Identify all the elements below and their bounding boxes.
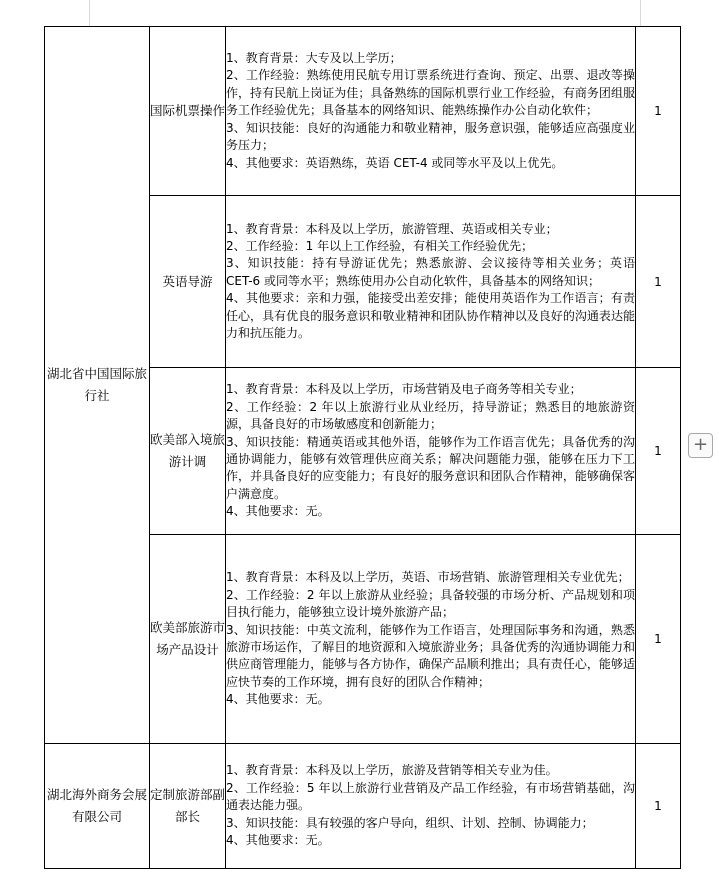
requirement-line: 3、知识技能：具有较强的客户导向，组织、计划、控制、协调能力； bbox=[226, 815, 594, 830]
organization-name: 湖北省中国国际旅行社 bbox=[46, 366, 147, 403]
requirement-line: 4、其他要求：英语熟练，英语 CET-4 或同等水平及以上优先。 bbox=[226, 155, 564, 170]
requirements-cell bbox=[226, 368, 636, 535]
position-cell bbox=[150, 368, 226, 535]
requirements-cell bbox=[226, 196, 636, 368]
requirement-line: 1、教育背景：本科及以上学历，旅游及营销等相关专业为佳。 bbox=[226, 763, 558, 778]
position-name: 欧美部入境旅游计调 bbox=[150, 432, 226, 469]
position-cell bbox=[150, 196, 226, 368]
position-name: 定制旅游部副部长 bbox=[150, 787, 226, 824]
requirement-line: 3、知识技能：良好的沟通能力和敬业精神，服务意识强，能够适应高强度业务压力； bbox=[226, 120, 635, 153]
headcount: 1 bbox=[654, 444, 662, 458]
position-cell bbox=[150, 744, 226, 869]
requirement-line: 3、知识技能：中英文流利，能够作为工作语言，处理国际事务和沟通，熟悉旅游市场运作，了解目的地资源和入境旅游业务；具备优秀的沟通协调能力和供应商管理能力，能够与各方协作，确保产品顺利推出；具有责任心，能够适应快节奏的工作环境，拥有良好的团队合作精神； bbox=[226, 622, 635, 689]
headcount-cell bbox=[636, 744, 681, 869]
headcount-cell bbox=[636, 368, 681, 535]
requirement-line: 1、教育背景：本科及以上学历，旅游管理、英语或相关专业； bbox=[226, 221, 558, 236]
organization-name: 湖北海外商务会展有限公司 bbox=[46, 787, 147, 824]
headcount-cell bbox=[636, 535, 681, 744]
headcount: 1 bbox=[654, 274, 662, 289]
requirement-line: 1、教育背景：大专及以上学历； bbox=[226, 51, 402, 66]
requirement-line: 4、其他要求：无。 bbox=[226, 692, 330, 707]
requirement-line: 2、工作经验：5 年以上旅游行业营销及产品工作经验，有市场营销基础，沟通表达能力强。 bbox=[226, 780, 635, 813]
requirement-line: 2、工作经验：2 年以上旅游从业经验；具备较强的市场分析、产品规划和项目执行能力，能够独立设计境外旅游产品； bbox=[226, 587, 635, 620]
position-name: 欧美部旅游市场产品设计 bbox=[150, 620, 226, 657]
position-cell bbox=[150, 27, 226, 196]
add-row-button[interactable]: + bbox=[688, 433, 713, 458]
requirements-cell bbox=[226, 27, 636, 196]
requirement-line: 2、工作经验：熟练使用民航专用订票系统进行查询、预定、出票、退改等操作，持有民航上岗证为佳；具备熟练的国际机票行业工作经验，有商务团组服务工作经验优先；具备基本的网络知识、能熟练操作办公自动化软件； bbox=[226, 68, 635, 118]
requirement-line: 4、其他要求：无。 bbox=[226, 833, 330, 848]
requirement-line: 2、工作经验：1 年以上工作经验，有相关工作经验优先； bbox=[226, 238, 534, 253]
requirement-line: 4、其他要求：无。 bbox=[226, 504, 330, 519]
position-name: 英语导游 bbox=[162, 273, 213, 289]
headcount: 1 bbox=[654, 632, 662, 646]
headcount: 1 bbox=[654, 104, 662, 118]
requirement-line: 1、教育背景：本科及以上学历，英语、市场营销、旅游管理相关专业优先； bbox=[226, 570, 630, 585]
requirement-line: 4、其他要求：亲和力强，能接受出差安排；能使用英语作为工作语言；有责任心，具有优良的服务意识和敬业精神和团队协作精神以及良好的沟通表达能力和抗压能力。 bbox=[226, 291, 635, 341]
headcount: 1 bbox=[654, 799, 662, 813]
page-guide-line bbox=[89, 0, 90, 26]
organization-cell bbox=[45, 744, 150, 869]
table-row bbox=[45, 27, 681, 196]
position-cell bbox=[150, 535, 226, 744]
table-row bbox=[45, 744, 681, 869]
requirement-line: 2、工作经验：2 年以上旅游行业从业经历，持导游证；熟悉目的地旅游资源，具备良好的市场敏感度和创新能力； bbox=[226, 399, 635, 432]
requirement-line: 3、知识技能：精通英语或其他外语，能够作为工作语言优先；具备优秀的沟通协调能力，能够有效管理供应商关系；解决问题能力强，能够在压力下工作，并具备良好的应变能力；有良好的服务意识和团队合作精神，能够确保客户满意度。 bbox=[226, 434, 635, 501]
requirements-cell bbox=[226, 744, 636, 869]
organization-cell bbox=[45, 27, 150, 744]
job-table bbox=[44, 26, 681, 869]
requirement-line: 3、知识技能：持有导游证优先；熟悉旅游、会议接待等相关业务；英语 CET-6 或同等水平；熟练使用办公自动化软件，具备基本的网络知识； bbox=[226, 256, 635, 288]
requirements-cell bbox=[226, 535, 636, 744]
headcount-cell bbox=[636, 196, 681, 368]
page-guide-line bbox=[640, 0, 641, 26]
position-name: 国际机票操作 bbox=[150, 103, 226, 118]
requirement-line: 1、教育背景：本科及以上学历，市场营销及电子商务等相关专业； bbox=[226, 382, 582, 397]
headcount-cell bbox=[636, 27, 681, 196]
